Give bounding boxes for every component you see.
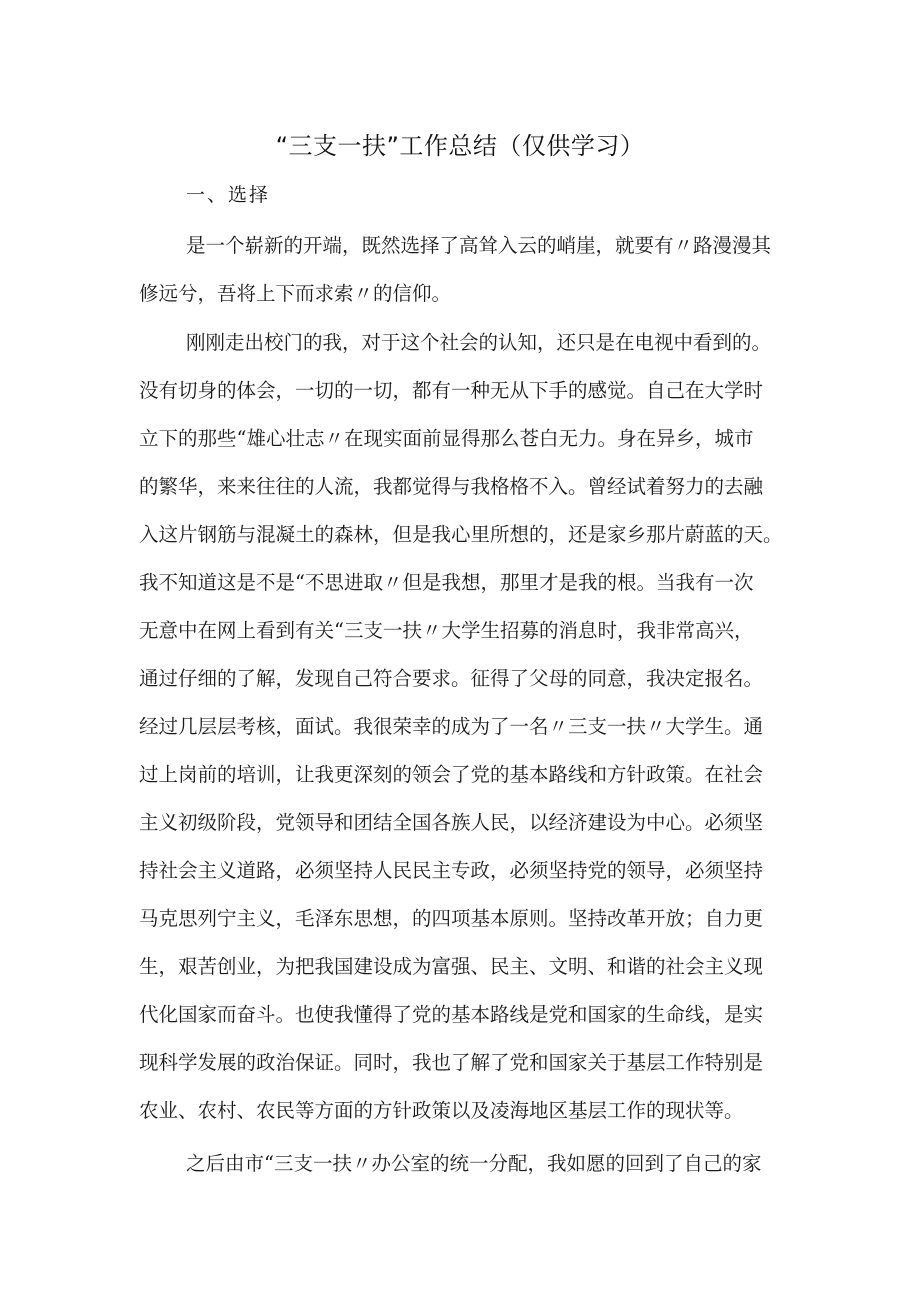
paragraph-2-line-9: 经过几层层考核，面试。我很荣幸的成为了一名〃三支一扶〃大学生。通 bbox=[139, 715, 764, 738]
paragraph-2-line-14: 生，艰苦创业，为把我国建设成为富强、民主、文明、和谐的社会主义现 bbox=[139, 955, 764, 978]
paragraph-2-line-17: 农业、农村、农民等方面的方针政策以及凌海地区基层工作的现状等。 bbox=[139, 1099, 744, 1122]
paragraph-2-line-5: 入这片钢筋与混凝土的森林，但是我心里所想的，还是家乡那片蔚蓝的天。 bbox=[139, 523, 783, 546]
paragraph-2-line-4: 的繁华，来来往往的人流，我都觉得与我格格不入。曾经试着努力的去融 bbox=[139, 475, 764, 498]
paragraph-2-line-13: 马克思列宁主义，毛泽东思想，的四项基本原则。坚持改革开放；自力更 bbox=[139, 907, 764, 930]
document-title: “三支一扶”工作总结（仅供学习） bbox=[275, 132, 645, 160]
paragraph-2-line-11: 主义初级阶段，党领导和团结全国各族人民，以经济建设为中心。必须坚 bbox=[139, 811, 764, 834]
section-heading: 一、选择 bbox=[186, 184, 271, 206]
paragraph-1-line-1: 是一个崭新的开端，既然选择了高耸入云的峭崖，就要有〃路漫漫其 bbox=[186, 234, 772, 257]
paragraph-2-line-10: 过上岗前的培训，让我更深刻的领会了党的基本路线和方针政策。在社会 bbox=[139, 763, 764, 786]
paragraph-2-line-15: 代化国家而奋斗。也使我懂得了党的基本路线是党和国家的生命线，是实 bbox=[139, 1003, 764, 1026]
paragraph-2-line-3: 立下的那些“雄心壮志〃在现实面前显得那么苍白无力。身在异乡，城市 bbox=[139, 427, 754, 450]
paragraph-1-line-2: 修远兮，吾将上下而求索〃的信仰。 bbox=[139, 282, 452, 305]
paragraph-2-line-2: 没有切身的体会，一切的一切，都有一种无从下手的感觉。自己在大学时 bbox=[139, 379, 764, 402]
paragraph-2-line-1: 刚刚走出校门的我，对于这个社会的认知，还只是在电视中看到的。 bbox=[186, 331, 772, 354]
paragraph-2-line-16: 现科学发展的政治保证。同时，我也了解了党和国家关于基层工作特别是 bbox=[139, 1051, 764, 1074]
paragraph-2-line-8: 通过仔细的了解，发现自己符合要求。征得了父母的同意，我决定报名。 bbox=[139, 667, 764, 690]
paragraph-3-line-1: 之后由市“三支一扶〃办公室的统一分配，我如愿的回到了自己的家 bbox=[186, 1152, 762, 1175]
paragraph-2-line-6: 我不知道这是不是“不思进取〃但是我想，那里才是我的根。当我有一次 bbox=[139, 571, 754, 594]
paragraph-2-line-12: 持社会主义道路，必须坚持人民民主专政，必须坚持党的领导，必须坚持 bbox=[139, 859, 764, 882]
paragraph-2-line-7: 无意中在网上看到有关“三支一扶〃大学生招募的消息时，我非常高兴， bbox=[139, 619, 754, 642]
